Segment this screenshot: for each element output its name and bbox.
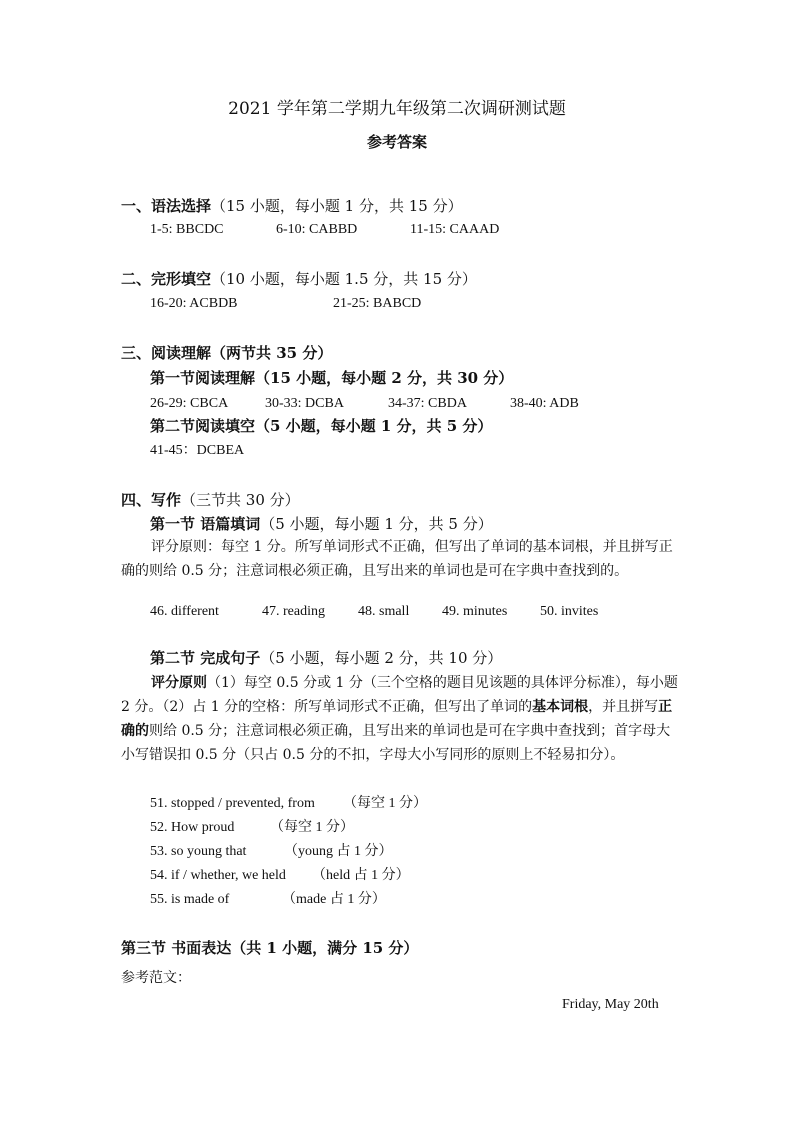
section-2-title: 二、完形填空 [121,270,212,288]
s4-part-2-rule-c: ，并且拼写 [588,699,659,715]
s3-part-1-heading: 第一节阅读理解（15 小题，每小题 2 分，共 30 分） [150,369,514,387]
s2-answer-1: 16-20: ACBDB [150,296,238,311]
s4-part-1-rule: 评分原则：每空 1 分。所写单词形式不正确，但写出了单词的基本词根，并且拼写正确的则给 0.5 分；注意词根必须正确，且写出来的单词也是可在字典中查找到的。 [121,539,673,579]
section-4-heading [121,493,300,508]
page-subtitle: 参考答案 [366,133,427,151]
section-1-title: 一、语法选择 [121,197,212,215]
s4-answer-48: 48. small [358,604,410,619]
s4-part-2-title: 第二节 完成句子 [150,649,261,667]
s4-answer-53: 53. so young that [150,844,247,859]
s1-answer-1: 1-5: BBCDC [150,222,224,237]
s4-part-2-rule-d: 则给 0.5 分；注意词根必须正确，且写出来的单词也是可在字典中查找到；首字母大小写错误扣 0.5 分（只占 0.5 分的不扣，字母大小写同形的原则上不轻易扣分）。 [121,723,671,763]
s4-points-54: （held 占 1 分） [312,868,410,883]
s4-points-52: （每空 1 分） [270,820,354,835]
section-2-heading [121,272,477,287]
section-1-note: （15 小题，每小题 1 分，共 15 分） [211,197,463,215]
s3-answer-3: 34-37: CBDA [388,396,467,411]
s1-answer-2: 6-10: CABBD [276,222,358,237]
s3-part-2-heading: 第二节阅读填空（5 小题，每小题 1 分，共 5 分） [150,417,493,435]
s4-answer-52: 52. How proud [150,820,235,835]
s4-answer-46: 46. different [150,604,219,619]
s1-answer-3: 11-15: CAAAD [410,222,500,237]
s4-part-2-note: （5 小题，每小题 2 分，共 10 分） [260,649,503,667]
s4-part-2-rule-bold-1: 基本词根 [532,699,589,715]
s4-points-51: （每空 1 分） [343,796,427,811]
s4-answer-47: 47. reading [262,604,325,619]
sample-essay-label: 参考范文： [121,970,191,986]
section-4-title: 四、写作 [121,491,182,509]
section-1-heading [121,199,463,214]
essay-date: Friday, May 20th [562,997,659,1012]
s4-answer-55: 55. is made of [150,892,230,907]
s4-points-55: （made 占 1 分） [282,892,386,907]
s4-answer-50: 50. invites [540,604,599,619]
s4-part-1-title: 第一节 语篇填词 [150,515,261,533]
section-3-heading: 三、阅读理解（两节共 35 分） [121,344,333,362]
s2-answer-2: 21-25: BABCD [333,296,422,311]
s4-part-1-note: （5 小题，每小题 1 分，共 5 分） [260,515,493,533]
s4-answer-51: 51. stopped / prevented, from [150,796,315,811]
section-2-note: （10 小题，每小题 1.5 分，共 15 分） [211,270,477,288]
s3-answer-1: 26-29: CBCA [150,396,229,411]
s4-points-53: （young 占 1 分） [284,844,393,859]
s4-answer-49: 49. minutes [442,604,508,619]
s3-answer-2: 30-33: DCBA [265,396,344,411]
s4-part-2-rule-a: （1）每空 0.5 分或 1 分（三个空格的题目见该题的具体评分标准），每小题 2 分。（2）占 1 分的空格：所写单词形式不正确，但写出了单词的 [121,675,678,715]
s4-part-2-rule-bold-2: 正确的 [121,699,673,739]
section-4-note: （三节共 30 分） [181,491,300,509]
page-title: 2021 学年第二学期九年级第二次调研测试题 [228,99,566,119]
s4-part-2-rule [121,671,683,767]
s4-part-2-rule-label: 评分原则 [151,675,207,691]
s4-answer-54: 54. if / whether, we held [150,868,286,883]
s3-part-2-answer: 41-45：DCBEA [150,443,245,458]
s4-part-3-heading: 第三节 书面表达（共 1 小题，满分 15 分） [121,939,419,957]
s4-part-2-heading [150,651,502,666]
s4-part-1-heading [150,517,493,532]
s3-answer-4: 38-40: ADB [510,396,579,411]
